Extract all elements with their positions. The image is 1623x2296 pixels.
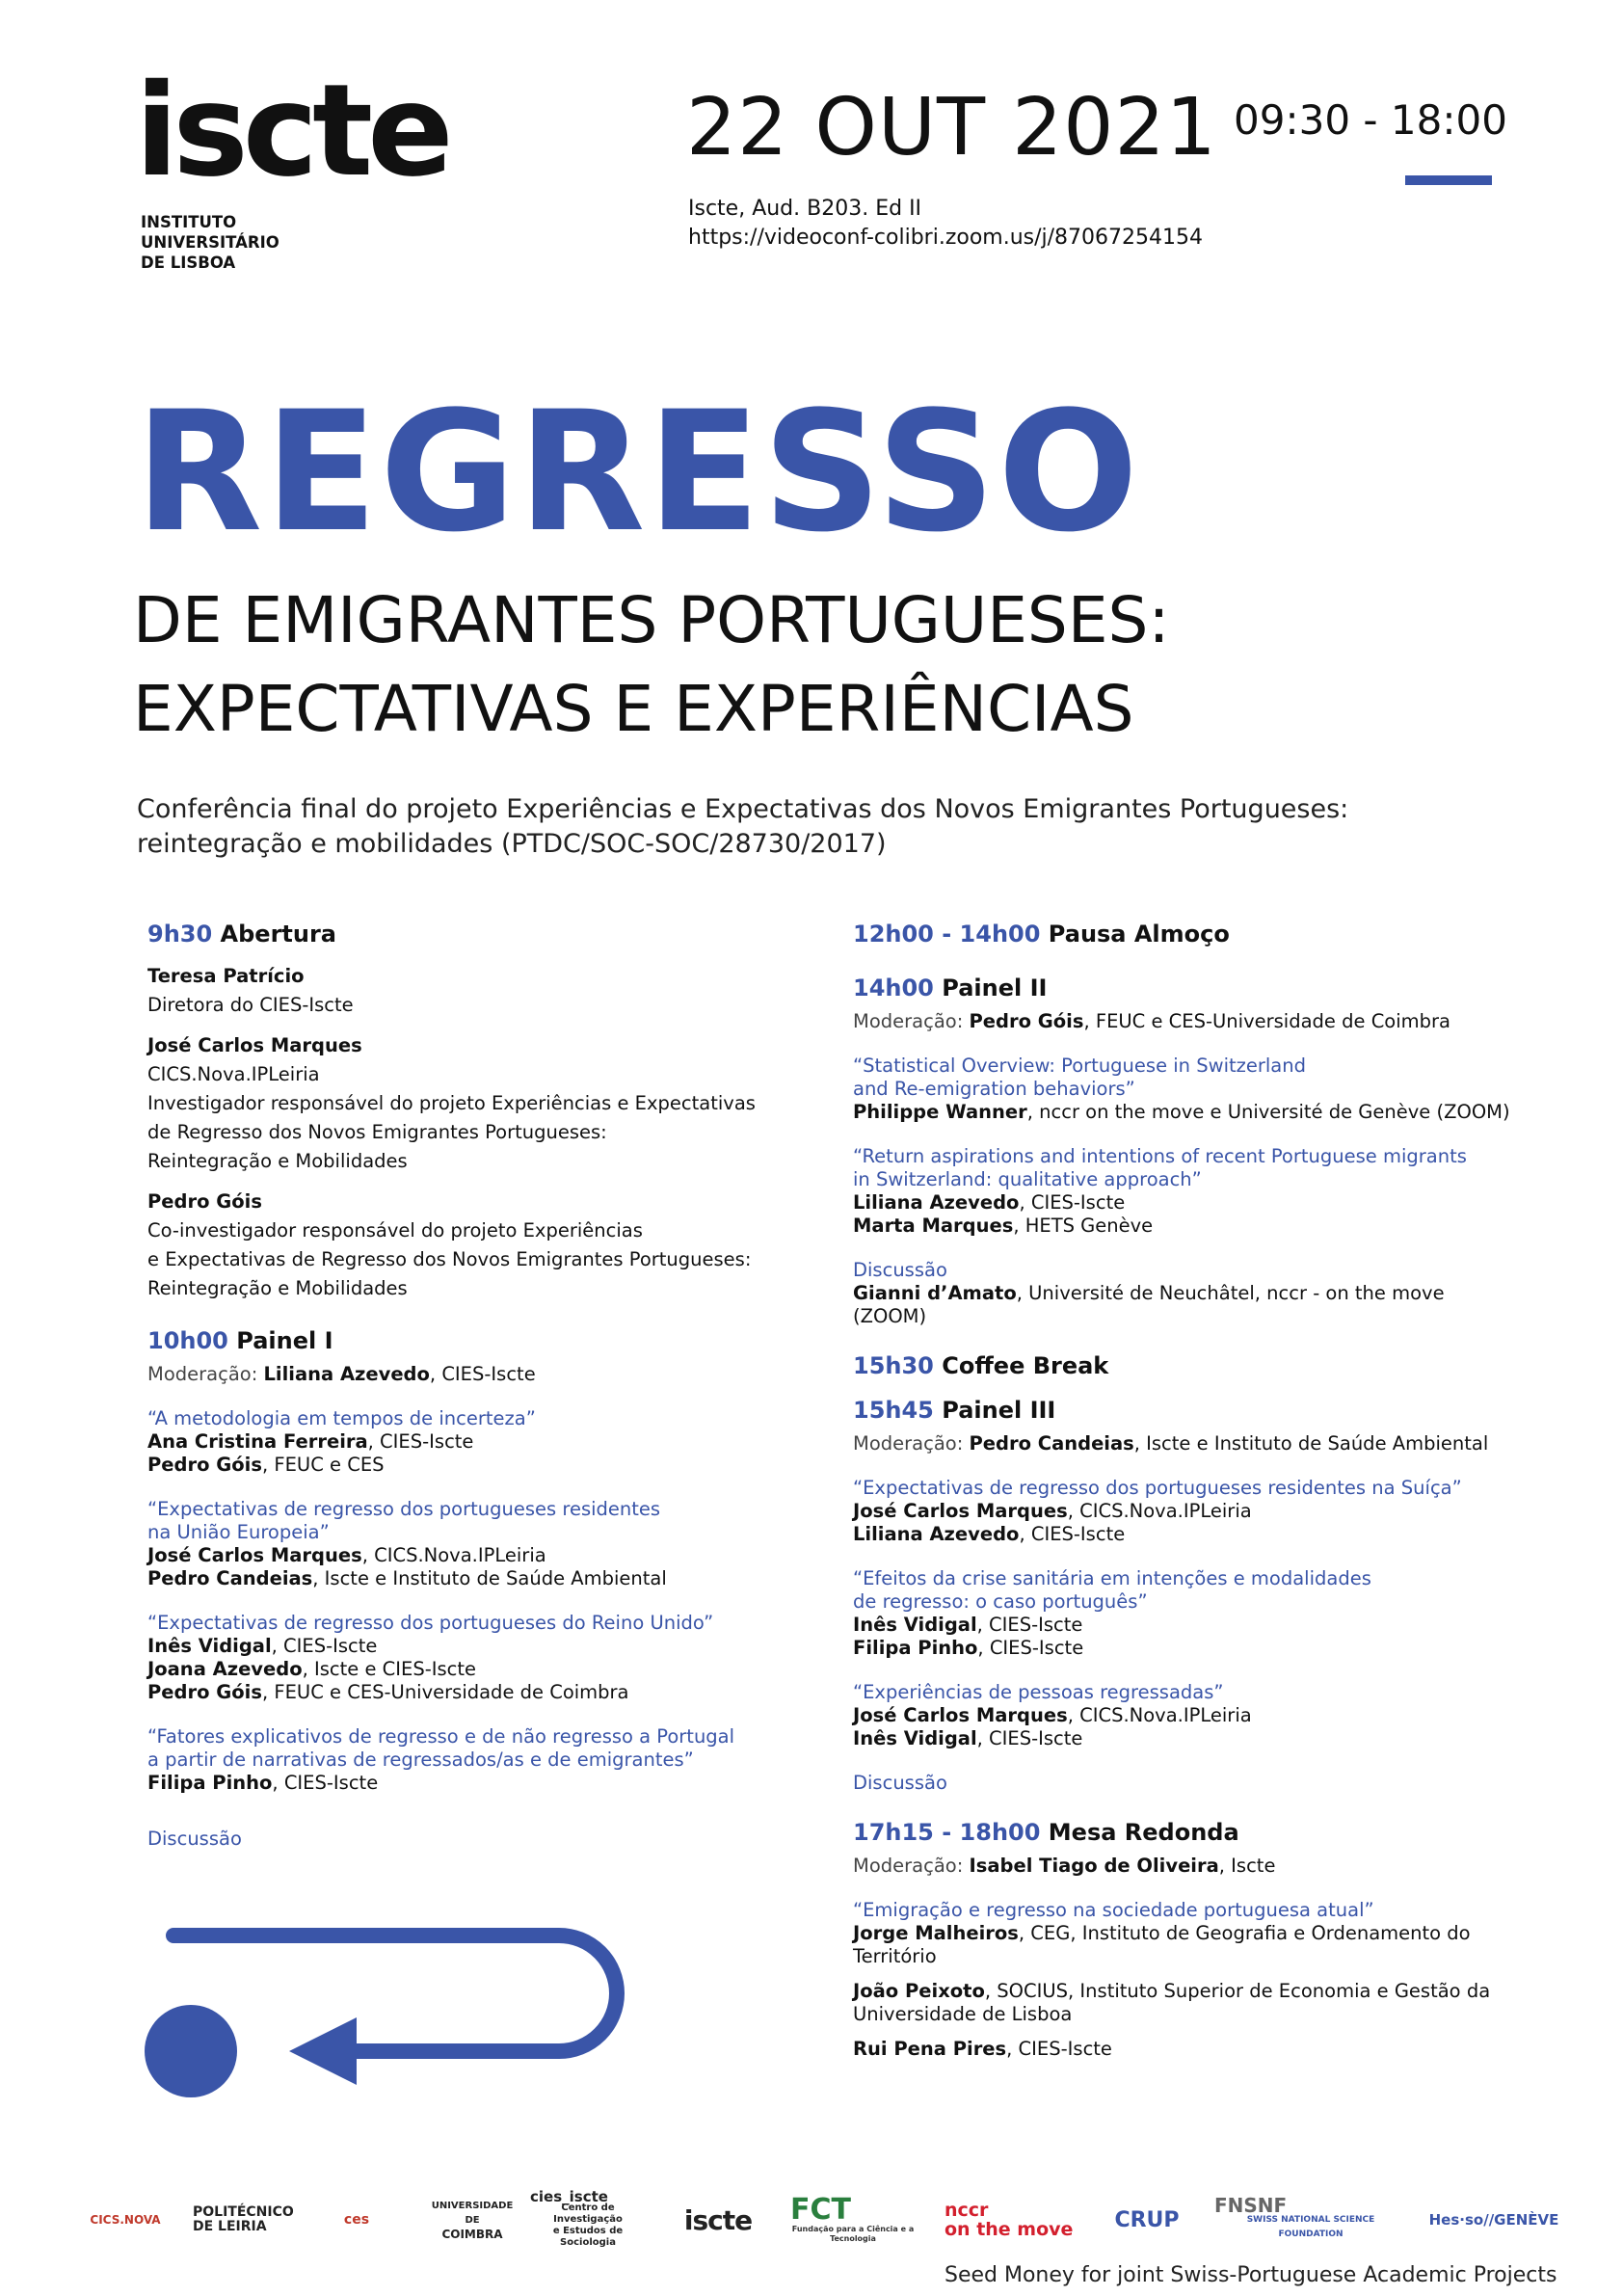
talk-title: “A metodologia em tempos de incerteza”	[147, 1407, 536, 1429]
session-label: Painel I	[236, 1327, 333, 1354]
talk-title: “Expectativas de regresso dos portugueses residentes	[147, 1498, 661, 1520]
moderation-label: Moderação:	[853, 1432, 964, 1455]
author-line	[853, 1101, 1518, 1124]
author-name: José Carlos Marques	[853, 1704, 1068, 1726]
moderator-affiliation: , Iscte	[1218, 1855, 1276, 1877]
session-label: Mesa Redonda	[1048, 1819, 1239, 1846]
author-line: Universidade de Lisboa	[853, 2003, 1073, 2025]
author-name: Inês Vidigal	[853, 1727, 977, 1749]
cies-iscte-logo: cies_iscte Centro de Investigação e Estudos de Sociologia	[530, 2188, 624, 2248]
author-affiliation: , SOCIUS, Instituto Superior de Economia e Gestão da	[984, 1980, 1491, 2002]
author-affiliation: , Iscte e Instituto de Saúde Ambiental	[312, 1567, 667, 1589]
title-sub	[133, 576, 1170, 754]
session-heading	[853, 972, 1518, 1004]
session-heading	[853, 918, 1518, 950]
author-line: Território	[853, 1945, 937, 1967]
speaker-name: Pedro Góis	[147, 1190, 262, 1213]
author-name: Marta Marques	[853, 1215, 1014, 1237]
session-time: 14h00	[853, 974, 934, 1001]
logo-subtitle-line: UNIVERSITÁRIO	[141, 233, 279, 252]
moderator-affiliation: , FEUC e CES-Universidade de Coimbra	[1083, 1010, 1450, 1032]
moderation-line	[853, 1432, 1518, 1455]
author-line: (ZOOM)	[853, 1305, 927, 1327]
intro-text	[137, 792, 1486, 862]
politecnico-leiria-logo: POLITÉCNICO DE LEIRIA	[193, 2204, 294, 2234]
author-line	[147, 1635, 784, 1658]
author-name: José Carlos Marques	[147, 1544, 362, 1566]
talk-title: “Expectativas de regresso dos portugueses residentes na Suíça”	[853, 1477, 1462, 1499]
author-line	[853, 1215, 1518, 1238]
talk-title: “Experiências de pessoas regressadas”	[853, 1681, 1224, 1703]
author-line	[147, 1454, 784, 1477]
author-name: Liliana Azevedo	[853, 1523, 1020, 1545]
accent-bar	[1405, 175, 1492, 185]
author-name: Pedro Góis	[147, 1681, 262, 1703]
program-left-column	[147, 918, 784, 1851]
speaker-role: Diretora do CIES-Iscte	[147, 994, 354, 1016]
author-affiliation: , CIES-Iscte	[272, 1772, 379, 1794]
coimbra-logo: UNIVERSIDADE DE COIMBRA	[431, 2200, 514, 2241]
talk-title: na União Europeia”	[147, 1521, 330, 1543]
venue-block	[688, 195, 1203, 253]
session-label: Abertura	[220, 921, 337, 948]
logo-subtitle-line: INSTITUTO	[141, 213, 237, 231]
talk-title: “Expectativas de regresso dos portugueses do Reino Unido”	[147, 1612, 714, 1634]
fct-logo: FCT Fundação para a Ciência e a Tecnologia	[790, 2193, 915, 2243]
session-time: 12h00 - 14h00	[853, 921, 1041, 948]
author-line	[853, 1282, 1518, 1305]
discussion-label: Discussão	[147, 1828, 242, 1850]
author-line	[147, 1544, 784, 1567]
session-heading	[147, 1324, 784, 1357]
author-affiliation: , CIES-Iscte	[1019, 1191, 1126, 1214]
author-affiliation: , FEUC e CES-Universidade de Coimbra	[261, 1681, 629, 1703]
author-line	[853, 1637, 1518, 1660]
speaker-name: José Carlos Marques	[147, 1034, 362, 1056]
logo-subtitle-line: DE LISBOA	[141, 254, 236, 272]
author-affiliation: , CIES-Iscte	[367, 1430, 474, 1453]
author-name: Filipa Pinho	[147, 1772, 273, 1794]
talk-title: “Statistical Overview: Portuguese in Switzerland	[853, 1055, 1306, 1077]
author-name: Philippe Wanner	[853, 1101, 1027, 1123]
session-time: 15h45	[853, 1397, 934, 1424]
speaker-role: Investigador responsável do projeto Experiências e Expectativas	[147, 1092, 756, 1114]
author-affiliation: , HETS Genève	[1013, 1215, 1154, 1237]
moderation-label: Moderação:	[853, 1010, 964, 1032]
return-arrow-icon	[135, 1926, 636, 2119]
author-name: Filipa Pinho	[853, 1637, 978, 1659]
talk-title: “Emigração e regresso na sociedade portuguesa atual”	[853, 1899, 1374, 1921]
author-affiliation: , CIES-Iscte	[1006, 2038, 1112, 2060]
author-name: Pedro Góis	[147, 1454, 262, 1476]
intro-line: reintegração e mobilidades (PTDC/SOC-SOC/28730/2017)	[137, 829, 887, 859]
session-heading	[853, 1349, 1518, 1382]
talk-title: in Switzerland: qualitative approach”	[853, 1168, 1202, 1190]
talk-title: and Re-emigration behaviors”	[853, 1078, 1135, 1100]
footer-text: Seed Money for joint Swiss-Portuguese Academic Projects	[945, 2263, 1557, 2287]
author-name: Joana Azevedo	[147, 1658, 303, 1680]
session-label: Coffee Break	[942, 1352, 1109, 1379]
author-line	[853, 2038, 1518, 2061]
author-affiliation: , CICS.Nova.IPLeiria	[1067, 1500, 1252, 1522]
author-affiliation: , FEUC e CES	[261, 1454, 385, 1476]
iscte-logo: iscte	[135, 57, 448, 205]
nccr-logo: nccr on the move	[945, 2200, 1074, 2240]
author-line	[853, 1191, 1518, 1215]
author-line	[147, 1658, 784, 1681]
talk-title: “Fatores explicativos de regresso e de não regresso a Portugal	[147, 1725, 735, 1748]
author-name: João Peixoto	[853, 1980, 985, 2002]
author-line	[853, 1614, 1518, 1637]
moderator-affiliation: , Iscte e Instituto de Saúde Ambiental	[1133, 1432, 1489, 1455]
talk-title: de regresso: o caso português”	[853, 1590, 1148, 1613]
author-name: Jorge Malheiros	[853, 1922, 1019, 1944]
moderation-line	[147, 1363, 784, 1386]
speaker-role: CICS.Nova.IPLeiria	[147, 1063, 320, 1085]
moderation-label: Moderação:	[853, 1855, 964, 1877]
author-affiliation: , nccr on the move e Université de Genève (ZOOM)	[1026, 1101, 1510, 1123]
moderation-label: Moderação:	[147, 1363, 258, 1385]
author-line	[853, 1922, 1518, 1945]
session-label: Painel II	[942, 974, 1048, 1001]
author-line	[853, 1980, 1518, 2003]
speaker-name: Teresa Patrício	[147, 965, 305, 987]
moderation-line	[853, 1855, 1518, 1878]
discussion-label: Discussão	[853, 1259, 947, 1281]
hes-so-logo: Hes·so//GENÈVE	[1428, 2210, 1559, 2229]
author-name: Pedro Candeias	[147, 1567, 313, 1589]
author-affiliation: , CIES-Iscte	[271, 1635, 378, 1657]
author-line	[853, 1500, 1518, 1523]
author-name: Ana Cristina Ferreira	[147, 1430, 368, 1453]
discussant-name: Gianni d’Amato	[853, 1282, 1017, 1304]
session-time: 17h15 - 18h00	[853, 1819, 1041, 1846]
moderator-name: Isabel Tiago de Oliveira	[969, 1855, 1219, 1877]
author-affiliation: , Iscte e CIES-Iscte	[302, 1658, 477, 1680]
author-line	[853, 1704, 1518, 1727]
session-heading	[853, 1394, 1518, 1427]
talk-title: a partir de narrativas de regressados/as e de emigrantes”	[147, 1749, 694, 1771]
session-heading	[853, 1816, 1518, 1849]
moderator-name: Liliana Azevedo	[263, 1363, 430, 1385]
session-time: 9h30	[147, 921, 213, 948]
moderator-affiliation: , CIES-Iscte	[429, 1363, 536, 1385]
discussant-affiliation: , Université de Neuchâtel, nccr - on the move	[1016, 1282, 1445, 1304]
sponsor-logos	[87, 2186, 1561, 2254]
author-name: Inês Vidigal	[853, 1614, 977, 1636]
crup-logo: CRUP	[1114, 2207, 1180, 2232]
iscte-small-logo: iscte	[683, 2203, 753, 2236]
speaker-role: e Expectativas de Regresso dos Novos Emigrantes Portugueses:	[147, 1248, 752, 1270]
speaker-role: de Regresso dos Novos Emigrantes Portugueses:	[147, 1121, 607, 1143]
cics-nova-logo: CICS.NOVA	[90, 2212, 161, 2227]
session-time: 10h00	[147, 1327, 228, 1354]
ces-logo: ces	[343, 2211, 370, 2228]
event-date: 22 OUT 2021	[686, 82, 1217, 174]
author-name: Liliana Azevedo	[853, 1191, 1020, 1214]
speaker-role: Co-investigador responsável do projeto Experiências	[147, 1219, 643, 1241]
author-affiliation: , CIES-Iscte	[1019, 1523, 1126, 1545]
author-line	[853, 1727, 1518, 1750]
talk-title: “Return aspirations and intentions of recent Portuguese migrants	[853, 1145, 1467, 1167]
program-right-column	[853, 918, 1518, 2061]
author-affiliation: , CIES-Iscte	[976, 1614, 1083, 1636]
speaker-role: Reintegração e Mobilidades	[147, 1150, 408, 1172]
session-time: 15h30	[853, 1352, 934, 1379]
author-line	[147, 1567, 784, 1590]
speaker-role: Reintegração e Mobilidades	[147, 1277, 408, 1299]
talk-title: “Efeitos da crise sanitária em intenções e modalidades	[853, 1567, 1371, 1589]
author-affiliation: , CIES-Iscte	[976, 1727, 1083, 1749]
title-sub-line: DE EMIGRANTES PORTUGUESES:	[133, 583, 1170, 657]
moderator-name: Pedro Góis	[969, 1010, 1084, 1032]
author-affiliation: , CEG, Instituto de Geografia e Ordenamento do	[1018, 1922, 1471, 1944]
fnsnf-logo: FNSNF SWISS NATIONAL SCIENCE FOUNDATION	[1214, 2193, 1375, 2239]
event-time: 09:30 - 18:00	[1234, 96, 1507, 144]
discussion-label: Discussão	[853, 1772, 947, 1794]
title-sub-line: EXPECTATIVAS E EXPERIÊNCIAS	[133, 672, 1134, 746]
author-line	[853, 1523, 1518, 1546]
session-heading	[147, 918, 784, 950]
author-name: José Carlos Marques	[853, 1500, 1068, 1522]
zoom-link[interactable]: https://videoconf-colibri.zoom.us/j/87067254154	[688, 226, 1204, 250]
author-line	[147, 1772, 784, 1795]
venue-text: Iscte, Aud. B203. Ed II	[688, 197, 922, 221]
author-affiliation: , CICS.Nova.IPLeiria	[1067, 1704, 1252, 1726]
iscte-logo-subtitle	[141, 212, 333, 273]
moderation-line	[853, 1010, 1518, 1033]
session-label: Pausa Almoço	[1048, 921, 1230, 948]
intro-line: Conferência final do projeto Experiências e Expectativas dos Novos Emigrantes Portugueses:	[137, 794, 1349, 824]
author-name: Rui Pena Pires	[853, 2038, 1007, 2060]
author-line	[147, 1430, 784, 1454]
session-label: Painel III	[942, 1397, 1056, 1424]
author-affiliation: , CICS.Nova.IPLeiria	[361, 1544, 546, 1566]
author-name: Inês Vidigal	[147, 1635, 272, 1657]
moderator-name: Pedro Candeias	[969, 1432, 1134, 1455]
author-affiliation: , CIES-Iscte	[977, 1637, 1084, 1659]
title-main: REGRESSO	[135, 375, 1141, 569]
author-line	[147, 1681, 784, 1704]
